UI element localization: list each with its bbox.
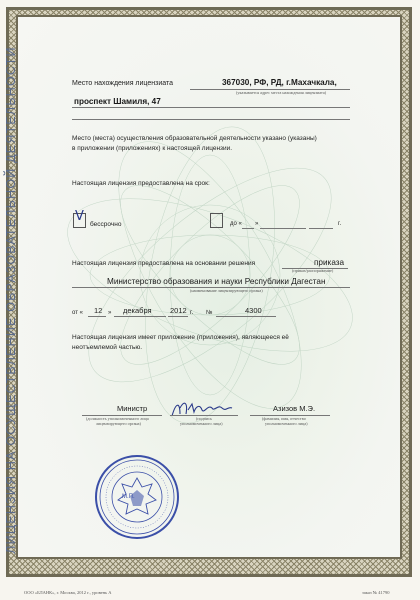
until-mid: » — [255, 221, 259, 227]
location-value-line2: проспект Шамиля, 47 — [74, 97, 161, 106]
mp-mark: М.П. — [122, 494, 135, 500]
date-from: от « — [72, 310, 83, 316]
places-text-line1: Место (места) осуществления образовательной деятельности указано (указаны) — [72, 135, 317, 142]
footer-order: заказ № 41790 — [362, 590, 390, 595]
position-hint-2: лицензирующего органа) — [96, 421, 141, 426]
footer-printer: ООО «БЛАНК», г. Москва, 2012 г., уровень А — [24, 590, 112, 595]
official-seal — [94, 454, 180, 540]
basis-hint-order: (приказ/распоряжение) — [292, 268, 334, 273]
places-text-line2: в приложении (приложениях) к настоящей лицензии. — [72, 145, 233, 152]
until-year-suffix: г. — [338, 221, 342, 227]
date-year: 2012 — [170, 306, 187, 315]
basis-authority: Министерство образования и науки Республики Дагестан — [107, 277, 326, 286]
date-day: 12 — [94, 306, 103, 315]
date-year-suffix: г. — [190, 310, 194, 316]
annex-text-line1: Настоящая лицензия имеет приложение (приложения), являющееся её — [72, 334, 289, 341]
basis-hint-authority: (наименование лицензирующего органа) — [190, 288, 263, 293]
date-month: декабря — [123, 306, 152, 315]
until-prefix: до « — [230, 221, 242, 227]
until-checkbox — [210, 213, 223, 228]
signatory-position: Министр — [117, 404, 148, 413]
signatory-name: Азизов М.Э. — [273, 404, 316, 413]
location-hint: (указывается адрес места нахождения лицензиата) — [236, 90, 327, 95]
name-hint-1: (фамилия, имя, отчество — [262, 416, 306, 421]
order-number: 4300 — [245, 306, 262, 315]
signature-hint-2: уполномоченного лица) — [180, 421, 223, 426]
basis-value: приказа — [314, 258, 345, 267]
number-label: № — [206, 310, 213, 316]
check-mark: V — [75, 209, 84, 224]
side-title: ЛИЦЕНЗИЯ НА ОСУЩЕСТВЛЕНИЕ ОБРАЗОВАТЕЛЬНОЙ ДЕЯТЕЛЬНОСТИ — [4, 46, 18, 554]
annex-text-line2: неотъемлемой частью. — [72, 344, 143, 351]
name-hint-2: уполномоченного лица) — [265, 421, 308, 426]
term-label: Настоящая лицензия предоставлена на срок: — [72, 180, 210, 187]
location-label: Место нахождения лицензиата — [72, 80, 173, 87]
location-value-line1: 367030, РФ, РД, г.Махачкала, — [222, 78, 337, 87]
position-hint-1: (должность уполномоченного лица — [86, 416, 149, 421]
signature-hint-1: (подпись — [196, 416, 212, 421]
indefinite-label: бессрочно — [90, 221, 122, 228]
date-close: » — [108, 310, 112, 316]
basis-label: Настоящая лицензия предоставлена на основании решения — [72, 260, 256, 267]
